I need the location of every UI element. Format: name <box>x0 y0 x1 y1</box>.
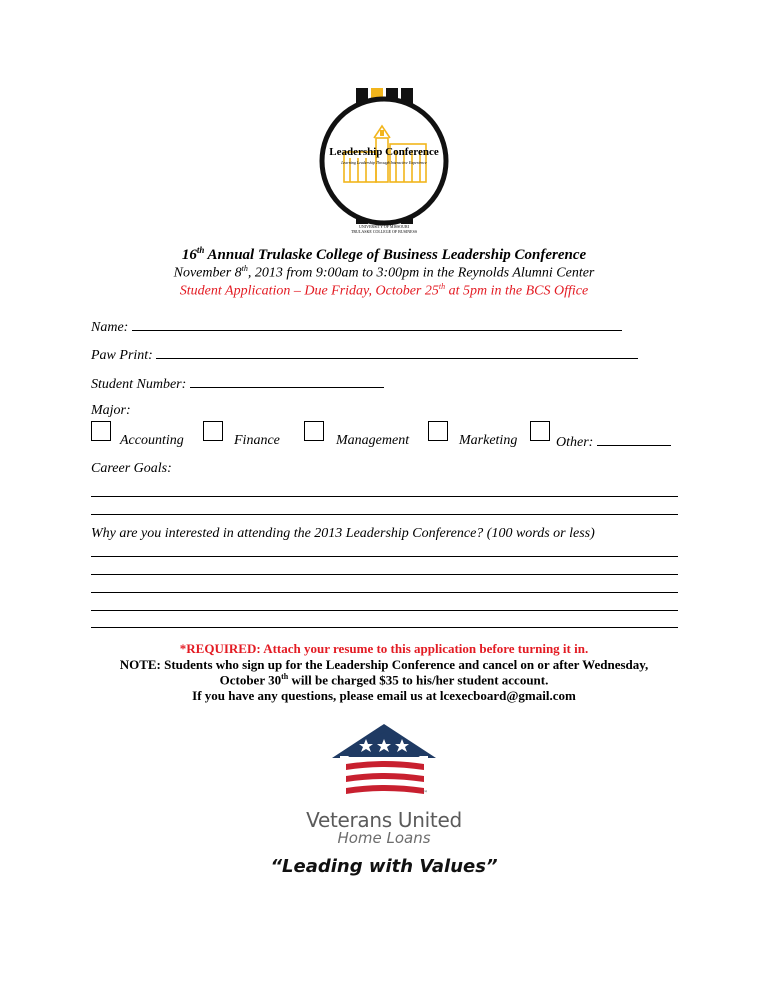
sponsor-trademark: ™ <box>422 790 428 797</box>
student-number-field[interactable] <box>190 375 384 388</box>
application-deadline-line: Student Application – Due Friday, October 25th at 5pm in the BCS Office <box>179 282 589 299</box>
logo-institution-line2: TRULASKE COLLEGE OF BUSINESS <box>350 229 418 234</box>
why-interested-line-5[interactable] <box>91 627 678 628</box>
why-interested-line-1[interactable] <box>91 556 678 557</box>
cancellation-note-line1: NOTE: Students who sign up for the Leadership Conference and cancel on or after Wednesday, <box>119 657 649 672</box>
required-note: *REQUIRED: Attach your resume to this application before turning it in. <box>179 641 589 656</box>
contact-note: If you have any questions, please email us at lcexecboard@gmail.com <box>192 688 576 703</box>
finance-checkbox[interactable] <box>203 421 223 441</box>
major-label: Major: <box>91 403 131 418</box>
other-field[interactable] <box>597 433 671 446</box>
management-label: Management <box>336 433 410 448</box>
event-date-line: November 8th, 2013 from 9:00am to 3:00pm in the Reynolds Alumni Center <box>173 264 595 281</box>
management-checkbox[interactable] <box>304 421 324 441</box>
career-goals-label: Career Goals: <box>91 461 172 476</box>
cancellation-note-line2: October 30th will be charged $35 to his/her student account. <box>219 672 549 688</box>
why-interested-line-4[interactable] <box>91 610 678 611</box>
sponsor-tagline: “Leading with Values” <box>270 856 498 877</box>
name-field[interactable] <box>132 318 622 331</box>
accounting-checkbox[interactable] <box>91 421 111 441</box>
paw-print-field[interactable] <box>156 346 638 359</box>
other-label: Other: <box>556 435 594 450</box>
paw-print-row <box>91 346 638 364</box>
other-row <box>556 433 671 451</box>
marketing-checkbox[interactable] <box>428 421 448 441</box>
logo-institution-line1: UNIVERSITY OF MISSOURI <box>358 224 410 229</box>
finance-label: Finance <box>234 433 280 448</box>
career-goals-line-2[interactable] <box>91 514 678 515</box>
sponsor-subtitle: Home Loans <box>337 829 431 847</box>
logo-tagline: Learning Leadership Through Interactive Experience <box>341 160 427 165</box>
name-row <box>91 318 622 336</box>
why-interested-label: Why are you interested in attending the 2013 Leadership Conference? (100 words or less) <box>91 526 595 541</box>
logo-title: Leadership Conference <box>329 146 439 158</box>
student-number-row <box>91 375 384 393</box>
page-title: 16th Annual Trulaske College of Business Leadership Conference <box>181 245 587 263</box>
sponsor-name: Veterans United <box>306 808 462 832</box>
why-interested-line-3[interactable] <box>91 592 678 593</box>
why-interested-line-2[interactable] <box>91 574 678 575</box>
student-number-label: Student Number: <box>91 377 187 392</box>
career-goals-line-1[interactable] <box>91 496 678 497</box>
name-label: Name: <box>91 320 129 335</box>
marketing-label: Marketing <box>459 433 518 448</box>
other-checkbox[interactable] <box>530 421 550 441</box>
paw-print-label: Paw Print: <box>91 348 153 363</box>
accounting-label: Accounting <box>120 433 184 448</box>
